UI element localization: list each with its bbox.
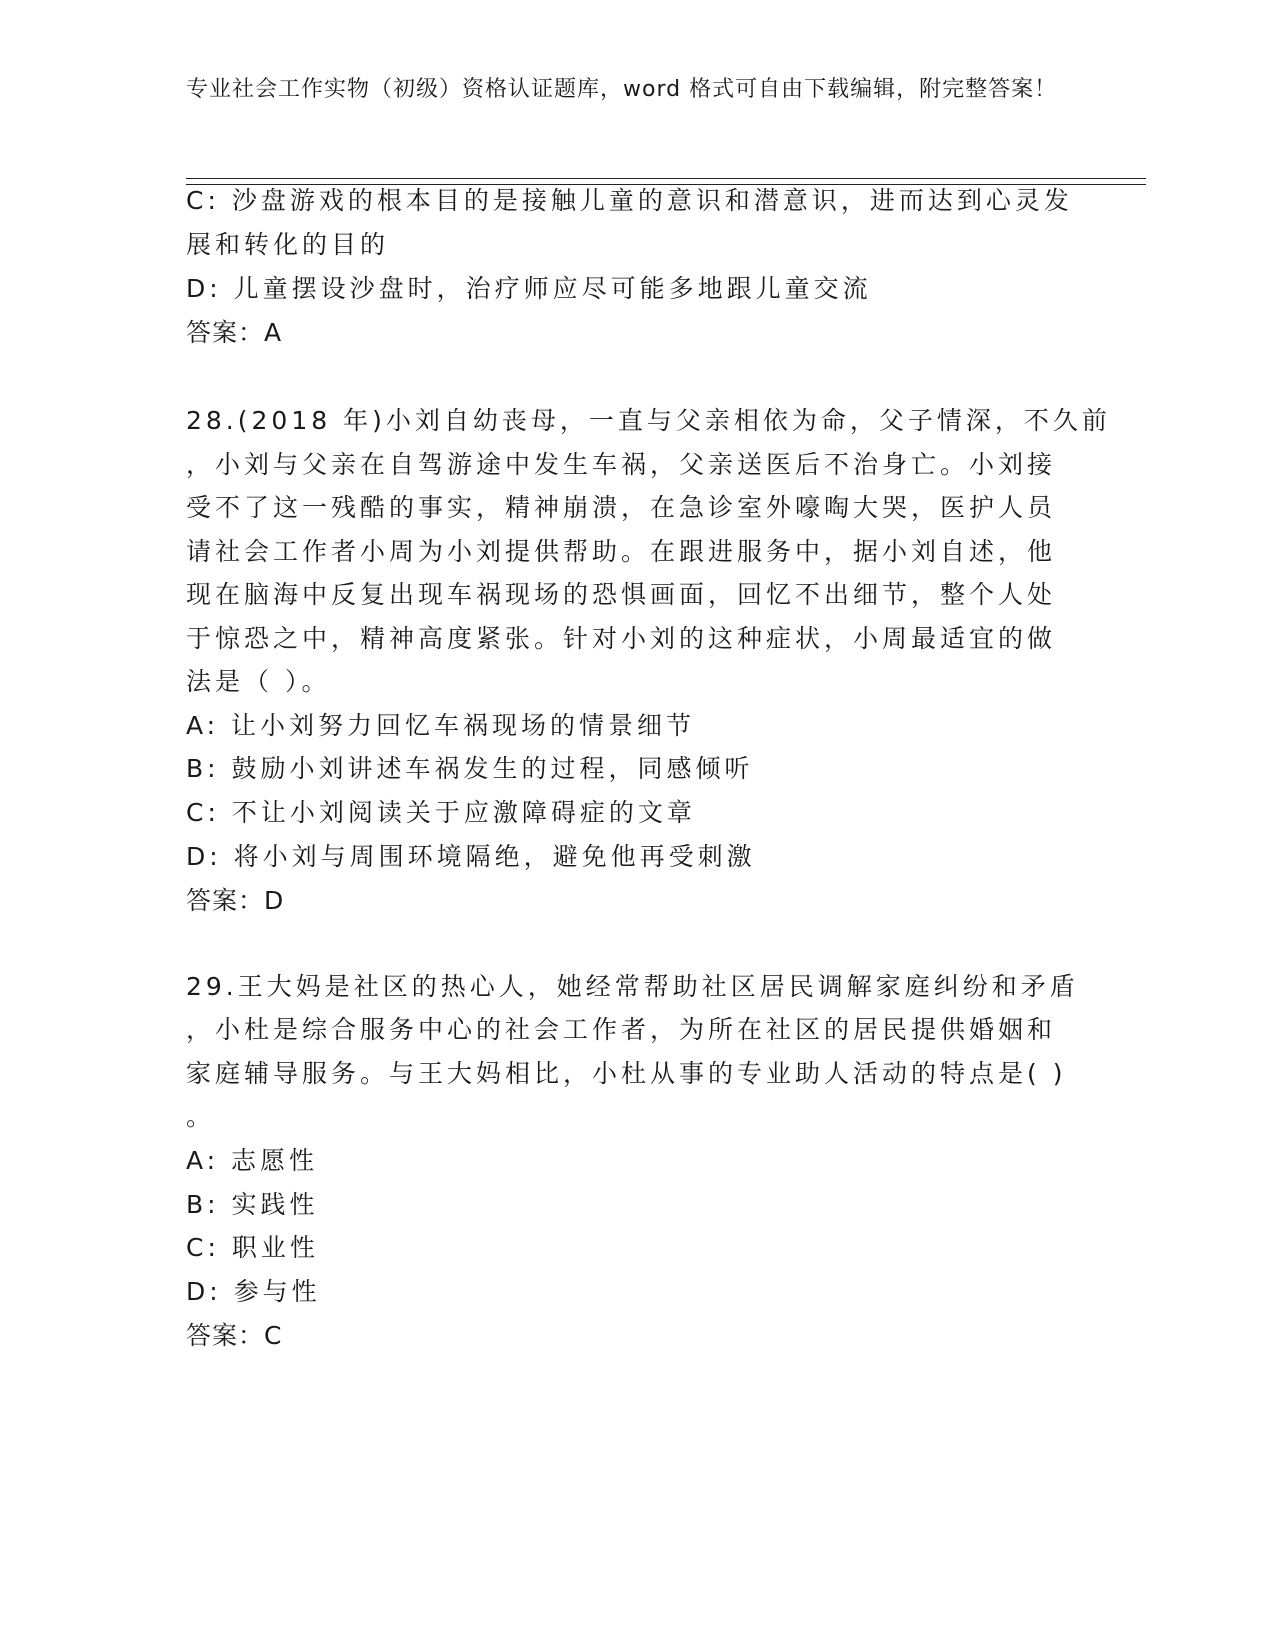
q29-answer: 答案：C: [186, 1321, 283, 1350]
document-header: 专业社会工作实物（初级）资格认证题库，word 格式可自由下载编辑，附完整答案！: [186, 77, 1058, 102]
q28-stem-line: 法是（ ）。: [186, 667, 331, 696]
q27-answer: 答案：A: [186, 318, 283, 347]
q29-stem-line: 29.王大妈是社区的热心人，她经常帮助社区居民调解家庭纠纷和矛盾: [186, 972, 1079, 1001]
q28-stem-line: 受不了这一残酷的事实，精神崩溃，在急诊室外嚎啕大哭，医护人员: [186, 493, 1057, 522]
q27-option-d: D: 儿童摆设沙盘时，治疗师应尽可能多地跟儿童交流: [186, 274, 872, 303]
q28-stem-line: 请社会工作者小周为小刘提供帮助。在跟进服务中，据小刘自述，他: [186, 537, 1057, 566]
q28-option-d: D: 将小刘与周围环境隔绝，避免他再受刺激: [186, 842, 756, 871]
q28-stem-line: 于惊恐之中，精神高度紧张。针对小刘的这种症状，小周最适宜的做: [186, 624, 1057, 653]
q29-stem-line: 。: [186, 1102, 216, 1131]
q28-option-c: C: 不让小刘阅读关于应激障碍症的文章: [186, 798, 696, 827]
header-divider-top: [186, 178, 1146, 179]
q29-stem-line: 家庭辅导服务。与王大妈相比，小杜从事的专业助人活动的特点是( ): [186, 1059, 1067, 1088]
q29-option-d: D: 参与性: [186, 1277, 321, 1306]
q28-stem-line: ，小刘与父亲在自驾游途中发生车祸，父亲送医后不治身亡。小刘接: [186, 450, 1057, 479]
q28-option-b: B: 鼓励小刘讲述车祸发生的过程，同感倾听: [186, 754, 754, 783]
q29-option-b: B: 实践性: [186, 1190, 319, 1219]
q28-stem-line: 28.(2018 年)小刘自幼丧母，一直与父亲相依为命，父子情深，不久前: [186, 406, 1111, 435]
q29-option-c: C: 职业性: [186, 1233, 319, 1262]
q29-stem-line: ，小杜是综合服务中心的社会工作者，为所在社区的居民提供婚姻和: [186, 1015, 1057, 1044]
q28-stem-line: 现在脑海中反复出现车祸现场的恐惧画面，回忆不出细节，整个人处: [186, 580, 1057, 609]
q27-option-c-line2: 展和转化的目的: [186, 230, 390, 259]
q27-option-c-line1: C: 沙盘游戏的根本目的是接触儿童的意识和潜意识，进而达到心灵发: [186, 186, 1073, 215]
q28-option-a: A: 让小刘努力回忆车祸现场的情景细节: [186, 711, 696, 740]
q28-answer: 答案：D: [186, 886, 285, 915]
q29-option-a: A: 志愿性: [186, 1146, 319, 1175]
